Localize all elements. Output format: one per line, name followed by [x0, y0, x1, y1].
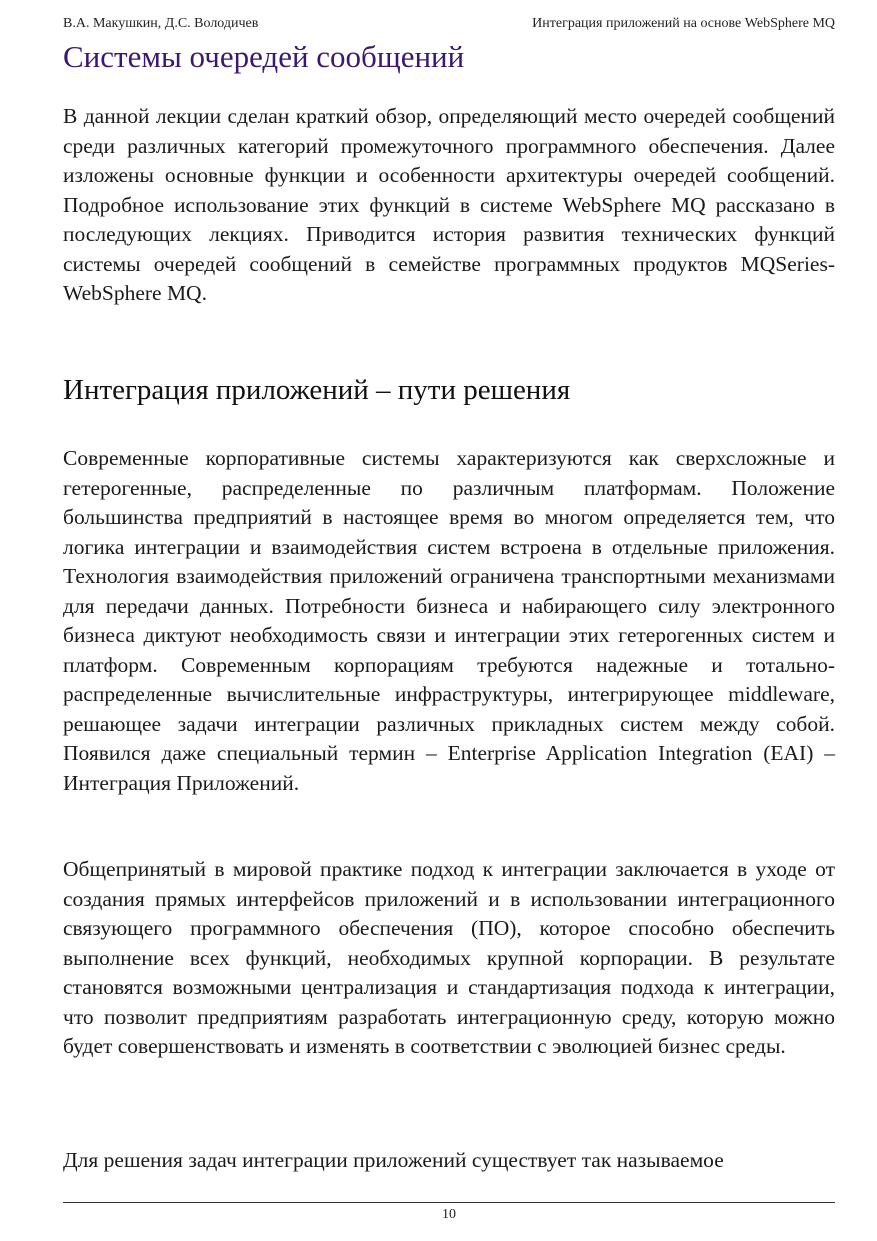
header-course-title: Интеграция приложений на основе WebSphere MQ	[532, 16, 835, 31]
document-page	[63, 0, 835, 1241]
chapter-title: Системы очередей сообщений	[63, 39, 465, 74]
intro-paragraph: В данной лекции сделан краткий обзор, определяющий место очередей сообщений среди различных категорий промежуточного программного обеспечения. Далее изложены основные функции и особенности архитектуры очередей сообщений. Подробное использование этих функций в системе WebSphere MQ рассказано в последующих лекциях. Приводится история развития технических функций системы очередей сообщений в семействе программных продуктов MQSeries-WebSphere MQ.	[63, 104, 835, 305]
footer-divider	[63, 1202, 835, 1203]
body-paragraph: Современные корпоративные системы характеризуются как сверхсложные и гетерогенные, распределенные по различным платформам. Положение большинства предприятий в настоящее время во многом определяется тем, что логика интеграции и взаимодействия систем встроена в отдельные приложения. Технология взаимодействия приложений ограничена транспортными механизмами для передачи данных. Потребности бизнеса и набирающего силу электронного бизнеса диктуют необходимость связи и интеграции этих гетерогенных систем и платформ. Современным корпорациям требуются надежные и тотально-распределенные вычислительные инфраструктуры, интегрирующее middleware, решающее задачи интеграции различных прикладных систем между собой. Появился даже специальный термин – Enterprise Application Integration (EAI) – Интеграция Приложений.	[63, 446, 835, 795]
running-header	[63, 16, 835, 36]
page-number: 10	[442, 1207, 456, 1222]
header-authors: В.А. Макушкин, Д.С. Володичев	[63, 16, 259, 31]
body-paragraph: Для решения задач интеграции приложений существует так называемое	[63, 1148, 724, 1172]
body-paragraph: Общепринятый в мировой практике подход к интеграции заключается в уходе от создания прямых интерфейсов приложений и в использовании интеграционного связующего программного обеспечения (ПО), которое способно обеспечить выполнение всех функций, необходимых крупной корпорации. В результате становятся возможными централизация и стандартизация подхода к интеграции, что позволит предприятиям разработать интеграционную среду, которую можно будет совершенствовать и изменять в соответствии с эволюцией бизнес среды.	[63, 857, 835, 1058]
section-heading: Интеграция приложений – пути решения	[63, 374, 571, 406]
